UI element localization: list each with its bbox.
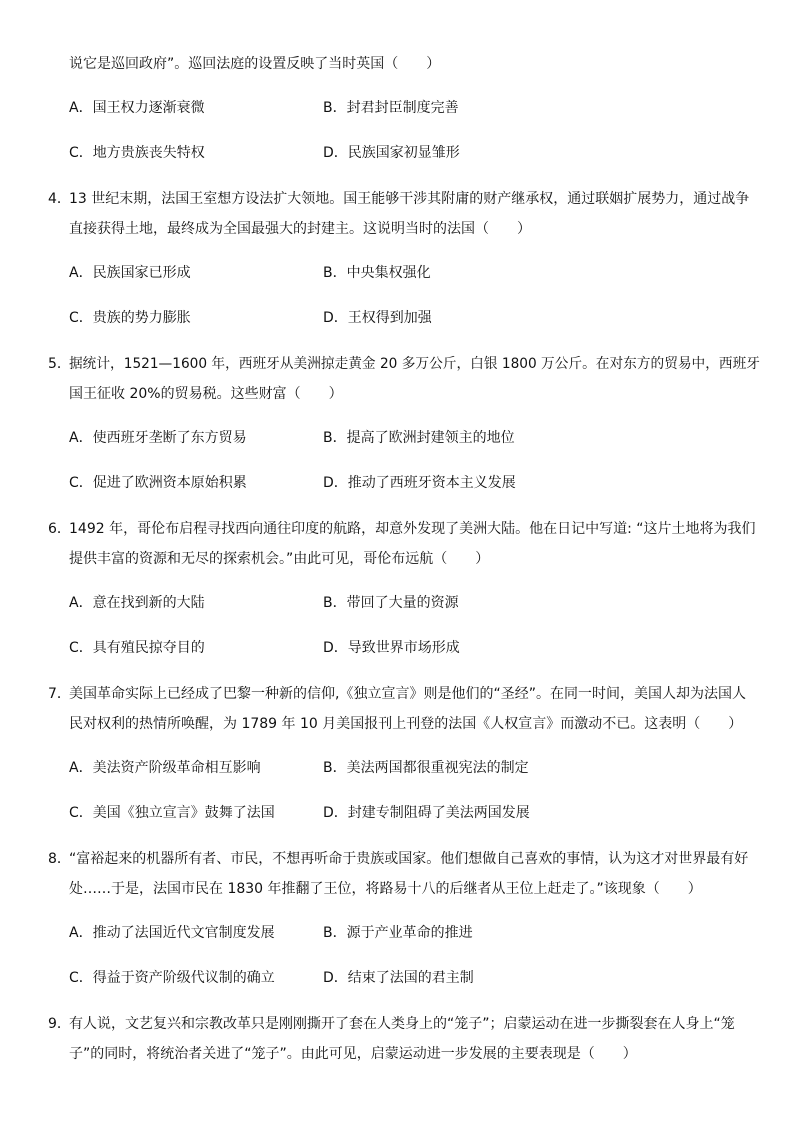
q8-stem-line1: “富裕起来的机器所有者、市民，不想再听命于贵族或国家。他们想做自己喜欢的事情，认为这才对世界最有好 [69, 851, 749, 867]
q4-option-a[interactable]: A．民族国家已形成 [69, 265, 191, 281]
q8-option-c[interactable]: C．得益于资产阶级代议制的确立 [69, 970, 275, 986]
q5-option-b[interactable]: B．提高了欧洲封建领主的地位 [323, 430, 515, 446]
q9-stem-line1: 有人说，文艺复兴和宗教改革只是刚刚撕开了套在人类身上的“笼子”；启蒙运动在进一步撕裂套在人身上“笼 [69, 1016, 735, 1032]
q3-option-b[interactable]: B．封君封臣制度完善 [323, 100, 459, 116]
q6-option-c[interactable]: C．具有殖民掠夺目的 [69, 640, 205, 656]
q5-stem-line2: 国王征收 20%的贸易税。这些财富（ ） [69, 386, 343, 402]
q4-number: 4． [48, 191, 71, 207]
q3-option-a[interactable]: A．国王权力逐渐衰微 [69, 100, 205, 116]
q7-option-b[interactable]: B．美法两国都很重视宪法的制定 [323, 760, 529, 776]
q3-option-d[interactable]: D．民族国家初显雏形 [323, 145, 460, 161]
q6-stem-line2: 提供丰富的资源和无尽的探索机会。”由此可见，哥伦布远航（ ） [69, 551, 490, 567]
q7-stem-line2: 民对权利的热情所唤醒，为 1789 年 10 月美国报刊上刊登的法国《人权宣言》而激动不已。这表明（ ） [69, 716, 743, 732]
q6-option-b[interactable]: B．带回了大量的资源 [323, 595, 459, 611]
q4-option-b[interactable]: B．中央集权强化 [323, 265, 431, 281]
q6-stem-line1: 1492 年，哥伦布启程寻找西向通往印度的航路，却意外发现了美洲大陆。他在日记中写道: “这片土地将为我们 [69, 521, 756, 537]
q4-option-c[interactable]: C．贵族的势力膨胀 [69, 310, 191, 326]
q5-number: 5． [48, 356, 71, 372]
q8-number: 8． [48, 851, 71, 867]
q3-option-c[interactable]: C．地方贵族丧失特权 [69, 145, 205, 161]
q4-option-d[interactable]: D．王权得到加强 [323, 310, 432, 326]
q6-number: 6． [48, 521, 71, 537]
q8-option-d[interactable]: D．结束了法国的君主制 [323, 970, 474, 986]
q5-option-d[interactable]: D．推动了西班牙资本主义发展 [323, 475, 516, 491]
q5-option-a[interactable]: A．使西班牙垄断了东方贸易 [69, 430, 247, 446]
q8-stem-line2: 处……于是，法国市民在 1830 年推翻了王位，将路易十八的后继者从王位上赶走了。”该现象（ ） [69, 881, 702, 897]
q6-option-a[interactable]: A．意在找到新的大陆 [69, 595, 205, 611]
q9-stem-line2: 子”的同时，将统治者关进了“笼子”。由此可见，启蒙运动进一步发展的主要表现是（ ） [69, 1046, 637, 1062]
q7-option-a[interactable]: A．美法资产阶级革命相互影响 [69, 760, 261, 776]
q7-number: 7． [48, 686, 71, 702]
q8-option-b[interactable]: B．源于产业革命的推进 [323, 925, 473, 941]
q5-option-c[interactable]: C．促进了欧洲资本原始积累 [69, 475, 247, 491]
q8-option-a[interactable]: A．推动了法国近代文官制度发展 [69, 925, 275, 941]
q7-stem-line1: 美国革命实际上已经成了巴黎一种新的信仰,《独立宣言》则是他们的“圣经”。在同一时间，美国人却为法国人 [69, 686, 746, 702]
q5-stem-line1: 据统计，1521—1600 年，西班牙从美洲掠走黄金 20 多万公斤，白银 1800 万公斤。在对东方的贸易中，西班牙 [69, 356, 760, 372]
q6-option-d[interactable]: D．导致世界市场形成 [323, 640, 460, 656]
q3-stem-tail: 说它是巡回政府”。巡回法庭的设置反映了当时英国（ ） [69, 56, 441, 72]
q4-stem-line1-text: 13 世纪末期，法国王室想方设法扩大领地。国王能够干涉其附庸的财产继承权，通过联姻扩展势力，通过战争 [69, 191, 750, 207]
q7-option-c[interactable]: C．美国《独立宣言》鼓舞了法国 [69, 805, 275, 821]
q4-stem-line2: 直接获得土地，最终成为全国最强大的封建主。这说明当时的法国（ ） [69, 221, 531, 237]
q7-option-d[interactable]: D．封建专制阻碍了美法两国发展 [323, 805, 530, 821]
q4-stem-line1 [69, 189, 749, 209]
q9-number: 9． [48, 1016, 71, 1032]
